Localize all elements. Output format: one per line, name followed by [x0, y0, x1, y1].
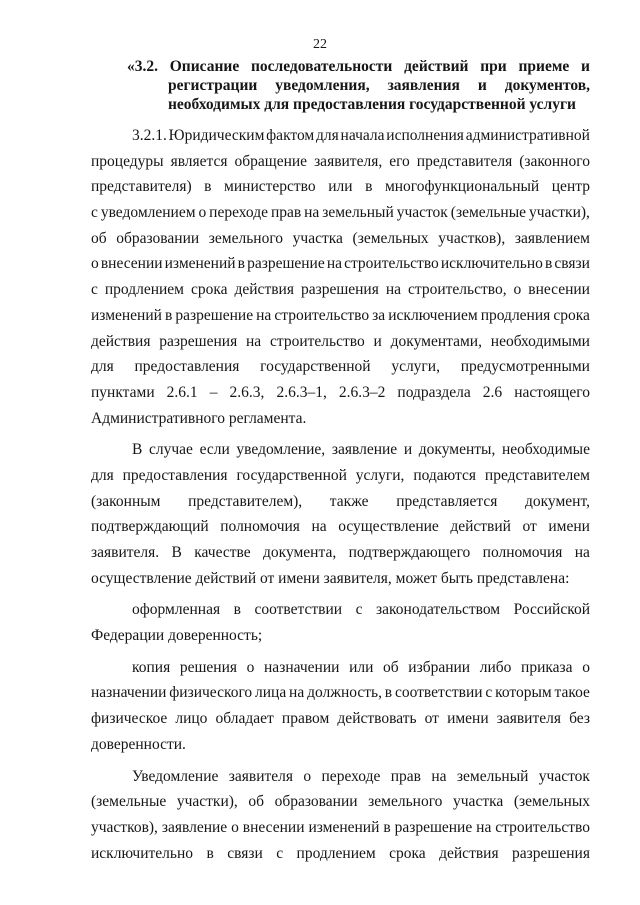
text-line: для предоставления государственной услуги, предусмотренными: [91, 358, 590, 376]
text-line: представителя) в министерство или в многофункциональный центр: [91, 178, 590, 196]
text-line: Административного регламента.: [91, 409, 307, 427]
text-line: изменений в разрешение на строительство за исключением продления срока: [91, 306, 590, 324]
heading-line: регистрации уведомления, заявления и документов,: [168, 77, 590, 94]
heading-line: «3.2. Описание последовательности действий при приеме и: [127, 58, 590, 75]
text-line: пунктами 2.6.1 – 2.6.3, 2.6.3–1, 2.6.3–2 подраздела 2.6 настоящего: [91, 383, 590, 401]
page-number: 22: [313, 37, 327, 52]
paragraph: [91, 597, 590, 648]
text-line: доверенности.: [91, 735, 186, 753]
text-line: оформленная в соответствии с законодательством Российской: [132, 601, 590, 619]
text-line: об образовании земельного участка (земельных участков), заявлением: [91, 229, 590, 247]
text-line: В случае если уведомление, заявление и документы, необходимые: [132, 441, 590, 459]
text-line: назначении физического лица на должность, в соответствии с которым такое: [91, 684, 590, 702]
text-line: действия разрешения на строительство и документами, необходимыми: [91, 332, 590, 350]
text-line: исключительно в связи с продлением срока действия разрешения: [91, 844, 590, 862]
text-line: с уведомлением о переходе прав на земельный участок (земельные участки),: [91, 204, 590, 222]
text-line: заявителя. В качестве документа, подтверждающего полномочия на: [91, 544, 590, 561]
paragraph: [91, 764, 590, 867]
text-line: физическое лицо обладает правом действовать от имени заявителя без: [91, 710, 590, 728]
text-line: осуществление действий от имени заявителя, может быть представлена:: [91, 569, 570, 587]
text-line: о внесении изменений в разрешение на строительство исключительно в связи: [91, 255, 590, 273]
text-line: копия решения о назначении или об избрании либо приказа о: [132, 658, 590, 676]
text-line: 3.2.1. Юридическим фактом для начала исполнения административной: [132, 127, 590, 144]
text-line: Уведомление заявителя о переходе прав на земельный участок: [132, 767, 590, 785]
text-line: Федерации доверенность;: [91, 627, 263, 645]
text-line: (законным представителем), также представляется документ,: [91, 492, 590, 510]
text-line: для предоставления государственной услуги, подаются представителем: [91, 466, 590, 484]
paragraph: [91, 123, 590, 431]
text-line: процедуры является обращение заявителя, его представителя (законного: [91, 152, 590, 170]
text-line: участков), заявление о внесении изменений в разрешение на строительство: [91, 818, 590, 836]
text-line: подтверждающий полномочия на осуществление действий от имени: [91, 518, 590, 536]
heading-line: необходимых для предоставления государственной услуги: [168, 96, 576, 113]
paragraph: [91, 437, 590, 591]
body-text: [91, 123, 590, 866]
paragraph: [91, 655, 590, 758]
section-heading: [127, 57, 590, 114]
text-line: (земельные участки), об образовании земельного участка (земельных: [91, 793, 590, 811]
text-line: с продлением срока действия разрешения на строительство, о внесении: [91, 281, 590, 299]
